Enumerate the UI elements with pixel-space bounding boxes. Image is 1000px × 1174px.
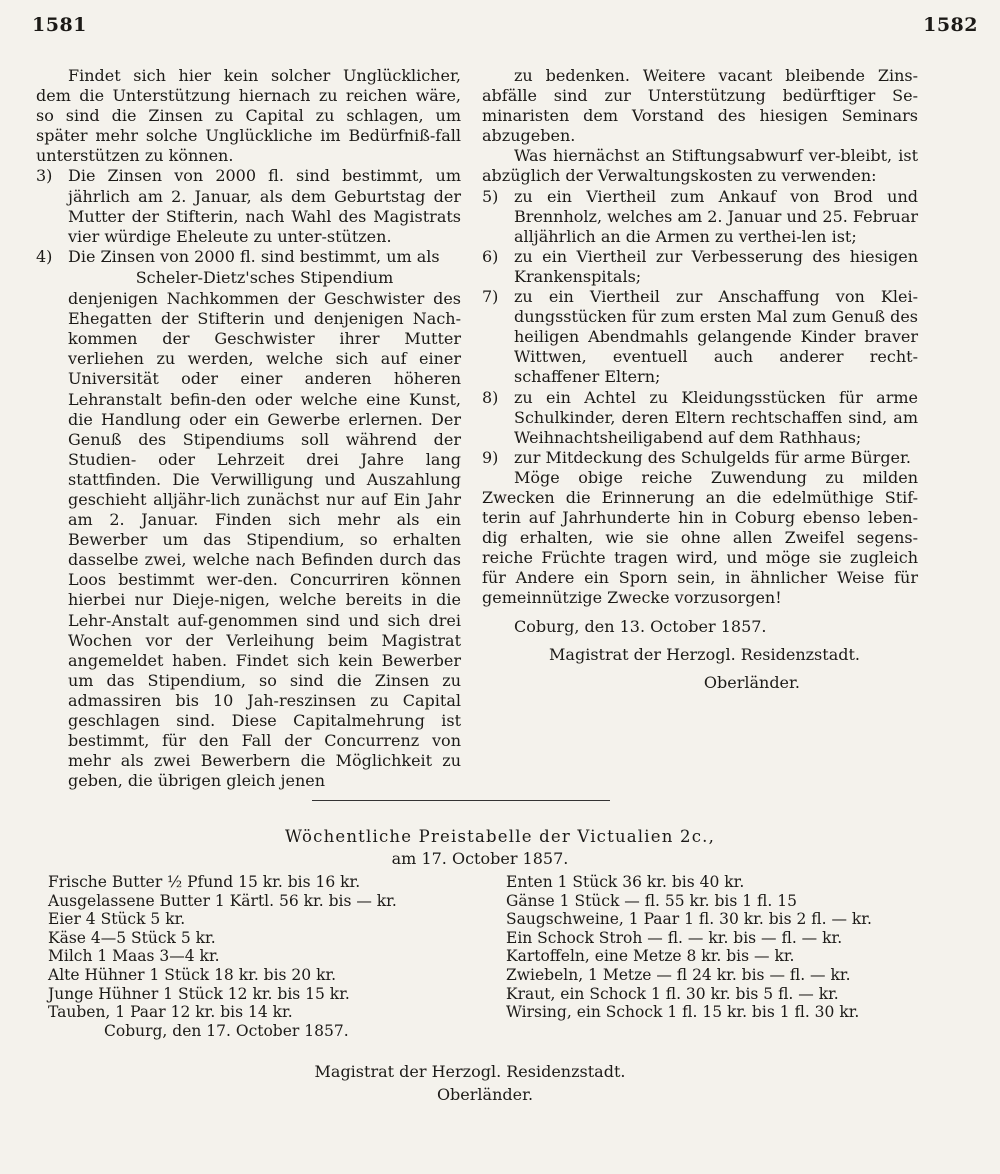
item-number: 3): [36, 166, 53, 186]
list-item-4: [36, 247, 461, 792]
price-row: Alte Hühner 1 Stück 18 kr. bis 20 kr.: [48, 965, 337, 984]
item-number: 6): [482, 246, 499, 266]
section-divider: [312, 800, 610, 801]
right-intro-paragraph: zu bedenken. Weitere vacant bleibende Zins-abfälle sind zur Unterstützung bedürftiger Se-minaristen dem Vorstand des hiesigen Seminars abzugeben.: [482, 66, 918, 146]
price-row: Wirsing, ein Schock 1 fl. 15 kr. bis 1 fl. 30 kr.: [506, 1003, 860, 1022]
item-4-intro: Die Zinsen von 2000 fl. sind bestimmt, um als: [68, 246, 440, 266]
item-number: 5): [482, 186, 499, 206]
price-row: Ausgelassene Butter 1 Kärtl. 56 kr. bis — kr.: [48, 891, 397, 910]
list-item: [482, 448, 918, 468]
notice-signature-name: Oberländer.: [703, 672, 800, 692]
price-table-title: Wöchentliche Preistabelle der Victualien 2c.,: [284, 827, 716, 846]
item-text: zur Mitdeckung des Schulgelds für arme Bürger.: [514, 447, 911, 467]
item-text: zu ein Achtel zu Kleidungsstücken für arme Schulkinder, deren Eltern rechtschaffen sind, am Weihnachtsheiligabend auf dem Rathhaus;: [514, 387, 918, 447]
list-item: [482, 247, 918, 287]
list-item: [482, 287, 918, 387]
right-paragraph-2: Was hiernächst an Stiftungsabwurf ver-bleibt, ist abzüglich der Verwaltungskosten zu verwenden:: [482, 146, 918, 186]
list-item-3: [36, 166, 461, 246]
list-item: [482, 187, 918, 247]
item-text: [68, 247, 461, 792]
price-row: Saugschweine, 1 Paar 1 fl. 30 kr. bis 2 fl. — kr.: [506, 910, 872, 929]
right-column: [482, 66, 918, 693]
item-text: zu ein Viertheil zur Anschaffung von Klei-dungsstücken für zum ersten Mal zum Genuß des heiligen Abendmahls gelangende Kinder braver Wittwen, eventuell auch anderer recht-schaffener Eltern;: [514, 287, 919, 387]
price-row: Zwiebeln, 1 Metze — fl 24 kr. bis — fl. — kr.: [506, 965, 851, 984]
price-row: Kartoffeln, eine Metze 8 kr. bis — kr.: [506, 947, 795, 966]
item-text: zu ein Viertheil zur Verbesserung des hiesigen Krankenspitals;: [514, 246, 918, 286]
item-number: 4): [36, 246, 53, 266]
notice-date: Coburg, den 13. October 1857.: [514, 616, 767, 636]
item-text: zu ein Viertheil zum Ankauf von Brod und Brennholz, welches am 2. Januar und 25. Februar alljährlich an die Armen zu verthei-len ist;: [514, 186, 918, 246]
notice-signature-authority: Magistrat der Herzogl. Residenzstadt.: [549, 644, 860, 664]
price-row: Käse 4—5 Stück 5 kr.: [48, 928, 216, 947]
item-4-body: denjenigen Nachkommen der Geschwister des Ehegatten der Stifterin und denjenigen Nach-kommen der Geschwister ihrer Mutter verliehen zu werden, welche sich auf einer Universität oder einer anderen höheren Lehranstalt befin-den oder welche eine Kunst, die Handlung oder ein Gewerbe erlernen. Der Genuß des Stipendiums soll während der Studien- oder Lehrzeit drei Jahre lang stattfinden. Die Verwilligung und Auszahlung geschieht alljähr-lich zunächst nur auf Ein Jahr am 2. Januar. Finden sich mehr als ein Bewerber um das Stipendium, so erhalten dasselbe zwei, welche nach Befinden durch das Loos bestimmt wer-den. Concurriren können hierbei nur Dieje-nigen, welche bereits in die Lehr-Anstalt auf-genommen sind und sich drei Wochen vor der Verleihung beim Magistrat angemeldet haben. Findet sich kein Bewerber um das Stipendium, so sind die Zinsen zu admassiren bis 10 Jah-reszinsen zu Capital geschlagen sind. Diese Capitalmehrung ist bestimmt, für den Fall der Concurrenz von mehr als zwei Bewerbern die Möglichkeit zu geben, die übrigen gleich jenen: [68, 289, 461, 791]
price-row: Junge Hühner 1 Stück 12 kr. bis 15 kr.: [48, 984, 350, 1003]
price-table-place-date: Coburg, den 17. October 1857.: [104, 1021, 349, 1040]
item-number: 7): [482, 287, 499, 307]
left-intro-paragraph: Findet sich hier kein solcher Unglücklicher, dem die Unterstützung hiernach zu reichen wäre, so sind die Zinsen zu Capital zu schlagen, um später mehr solche Unglückliche im Bedürfniß-fall unterstützen zu können.: [36, 66, 461, 166]
stipendium-title: Scheler-Dietz'sches Stipendium: [135, 267, 394, 287]
price-row: Frische Butter ½ Pfund 15 kr. bis 16 kr.: [48, 873, 361, 891]
allocation-list: [482, 187, 918, 468]
price-row: Enten 1 Stück 36 kr. bis 40 kr.: [506, 873, 745, 891]
price-row: Kraut, ein Schock 1 fl. 30 kr. bis 5 fl. — kr.: [506, 984, 839, 1003]
price-row: Tauben, 1 Paar 12 kr. bis 14 kr.: [48, 1003, 293, 1022]
closing-paragraph: Möge obige reiche Zuwendung zu milden Zwecken die Erinnerung an die edelmüthige Stif-terin auf Jahrhunderte hin in Coburg ebenso leben-dig erhalten, wie sie ohne allen Zweifel segens-reiche Früchte tragen wird, und möge sie zugleich für Andere ein Sporn sein, in ähnlicher Weise für gemeinnützige Zwecke vorzusorgen!: [482, 467, 918, 608]
item-number: 9): [482, 447, 499, 467]
price-row: Ein Schock Stroh — fl. — kr. bis — fl. — kr.: [506, 928, 843, 947]
price-row: Milch 1 Maas 3—4 kr.: [48, 947, 220, 966]
price-table-signature-authority: Magistrat der Herzogl. Residenzstadt.: [314, 1062, 626, 1081]
list-item: [482, 388, 918, 448]
item-number: 8): [482, 387, 499, 407]
price-row: Eier 4 Stück 5 kr.: [48, 910, 186, 929]
left-column: [36, 66, 461, 791]
price-table-date: am 17. October 1857.: [391, 849, 569, 868]
price-list-left: [48, 873, 478, 1040]
price-row: Gänse 1 Stück — fl. 55 kr. bis 1 fl. 15: [506, 891, 797, 910]
price-table-signature-name: Oberländer.: [436, 1085, 534, 1104]
page-number-right: 1582: [923, 14, 978, 36]
price-list-right: [506, 873, 926, 1022]
item-text: Die Zinsen von 2000 fl. sind bestimmt, um jährlich am 2. Januar, als dem Geburtstag der Mutter der Stifterin, nach Wahl des Magistrats vier würdige Eheleute zu unter-stützen.: [68, 166, 461, 246]
page-number-left: 1581: [32, 14, 87, 36]
